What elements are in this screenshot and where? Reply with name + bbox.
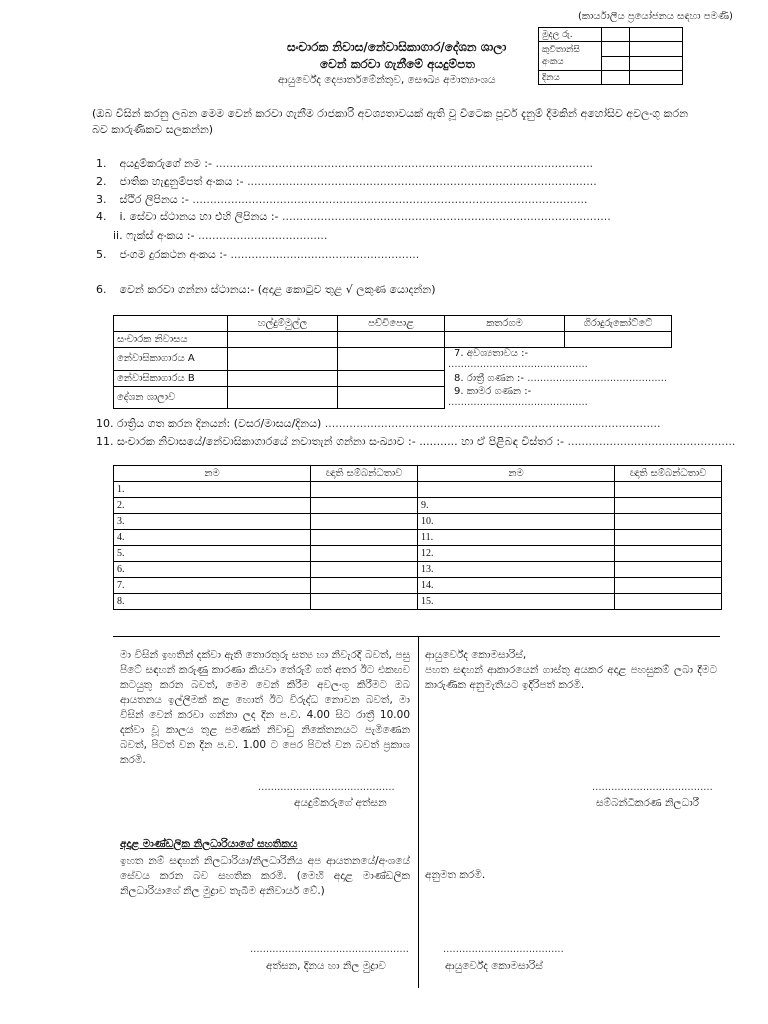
field-label-mid: ........... හා ඒ පිළිබඳ විස්තර :- (419, 435, 564, 448)
dept-head-certificate-title: අදාළ මාණ්ඩලික නිලධාරියාගේ සහතිකය (120, 838, 298, 850)
field-label: i. සේවා ස්ථානය හා එහි ලිපිනය :- (119, 210, 279, 223)
side-field-7[interactable]: 7. අවශ්‍යතාවය :- ............................................ (448, 348, 588, 370)
officer-signature-label: සම්බන්ධීකරණ නිලධාරී (596, 797, 700, 809)
field-fax-number[interactable] (113, 229, 327, 243)
guest-relation-cell[interactable] (311, 562, 418, 578)
guest-name-cell[interactable]: 15. (418, 594, 615, 610)
commissioner-signature-line[interactable]: ...................................... (443, 944, 564, 955)
guest-name-cell[interactable]: 3. (114, 514, 311, 530)
field-label: අයදුම්කරුගේ නම :- (119, 157, 212, 170)
field-workplace-address[interactable] (96, 210, 611, 224)
guest-name-cell[interactable]: 8. (114, 594, 311, 610)
dept-signature-line[interactable]: .................................................. (250, 944, 409, 955)
field-label: රාත්‍රිය ගත කරන දිනයන්: (වසර/මාසය/දිනය) (117, 417, 322, 430)
applicant-signature-line[interactable]: ........................................... (258, 782, 395, 793)
office-receipt-cell-b[interactable] (630, 42, 683, 57)
fill-dots: ..................................... (198, 229, 328, 242)
row-label: සංචාරක නිවාසය (114, 332, 228, 348)
office-use-note: (කාර්යාලීය ප්‍රයෝජනය සඳහා පමණි) (578, 11, 733, 22)
column-divider (418, 636, 419, 988)
side-field-8[interactable]: 8. රාත්‍රී ගණන :- ............................................ (454, 372, 668, 384)
field-permanent-address[interactable] (96, 193, 587, 207)
field-label: ස්ථිර ලිපිනය :- (119, 193, 189, 206)
guest-relation-cell[interactable] (615, 546, 722, 562)
row-label: නේවාසිකාගාරය A (114, 348, 228, 371)
field-label: ජාතික හැඳුනුම්පත් අංකය :- (119, 175, 244, 188)
checkbox-cell[interactable] (228, 386, 338, 408)
office-receipt-label: කුවිතාන්සි අංකය (539, 42, 602, 71)
guest-name-cell[interactable]: 11. (418, 530, 615, 546)
commissioner-request: ආයුර්වේද කොමසාරිස්, පහත සඳහන් ආකාරයෙන් ගාස්තු අයකර අදාළ පහසුකම් ලබා දීමට කාරුණික අනුමැතියට ඉදිරිපත් කරමි. (425, 649, 717, 691)
fill-dots: ................................................................................................ (324, 417, 661, 430)
dept-signature-label: අත්සන, දිනය හා නිල මුද්‍රාව (266, 960, 386, 972)
commissioner-signature-label: ආයුර්වේද කොමසාරිස් (445, 960, 543, 972)
field-label: සංචාරක නිවාසයේ/නේවාසිකාගාරයේ නවාතැන් ගන්නා සංඛ්‍යාව :- (117, 435, 416, 448)
guest-relation-cell[interactable] (311, 546, 418, 562)
guest-relation-cell[interactable] (311, 498, 418, 514)
applicant-signature-label: අයදුම්කරුගේ අත්සන (294, 797, 387, 809)
field-number: 5. (96, 248, 107, 261)
guest-relation-cell[interactable] (311, 578, 418, 594)
office-amount-label: මුදල රු. (539, 28, 602, 42)
checkbox-cell[interactable] (565, 332, 672, 348)
guest-relation-cell[interactable] (311, 530, 418, 546)
checkbox-cell[interactable] (445, 332, 565, 348)
fill-dots: .............................................................................................. (282, 210, 611, 223)
checkbox-cell[interactable] (338, 332, 445, 348)
office-date-cell-a[interactable] (602, 71, 630, 85)
section-divider (113, 636, 720, 637)
office-date-label: දිනය (539, 71, 602, 85)
guest-name-cell[interactable]: 1. (114, 482, 311, 498)
field-number: 4. (96, 210, 107, 223)
guest-relation-cell[interactable] (615, 562, 722, 578)
checkbox-cell[interactable] (228, 348, 338, 371)
approve-text: අනුමත කරමි. (425, 869, 486, 881)
guest-relation-cell[interactable] (311, 482, 418, 498)
field-mobile-number[interactable] (96, 248, 419, 262)
form-department: ආයුර්වේද දෙපාර්තමේන්තුව, සෞඛ්‍ය අමාත්‍යාංශය (278, 74, 496, 86)
col-header: ගිරාදුරුකෝට්ටේ (565, 316, 672, 332)
col-header-name: නම (114, 466, 311, 482)
form-title-line1: සංචාරක නිවාස/නේවාසිකාගාර/දේශන ශාලා (287, 40, 507, 54)
col-header-name: නම (418, 466, 615, 482)
intro-notice: (ඔබ විසින් කරනු ලබන මෙම වෙන් කරවා ගැනීම රාජකාරි අවශ්‍යතාවයක් ඇති වූ විටෙක පූර්ව දැනුම් දීමකින් අහෝසිව අවලංගු කරන බව කාරුණිකව සලකන්න) (92, 107, 689, 136)
field-applicant-name[interactable] (96, 157, 593, 171)
guest-relation-cell[interactable] (311, 594, 418, 610)
guest-details-table (113, 465, 722, 610)
col-header: පච්චිපොළ (338, 316, 445, 332)
guest-name-cell[interactable]: 13. (418, 562, 615, 578)
guest-relation-cell[interactable] (615, 482, 722, 498)
office-receipt-cell-c[interactable] (602, 56, 630, 71)
guest-name-cell[interactable]: 9. (418, 498, 615, 514)
checkbox-cell[interactable] (338, 348, 445, 371)
guest-name-cell[interactable]: 2. (114, 498, 311, 514)
field-reservation-place (96, 283, 436, 297)
guest-relation-cell[interactable] (615, 594, 722, 610)
field-number: 1. (96, 157, 107, 170)
guest-name-cell[interactable]: 7. (114, 578, 311, 594)
fill-dots: ................................................ (567, 435, 736, 448)
checkbox-cell[interactable] (228, 332, 338, 348)
fill-dots: ...................................................... (230, 248, 420, 261)
checkbox-cell[interactable] (338, 370, 445, 386)
form-title-line2: වෙන් කරවා ගැනීමේ අයදුම්පත (320, 57, 475, 71)
office-receipt-cell-a[interactable] (602, 42, 630, 57)
field-nic-number[interactable] (96, 175, 597, 189)
fill-dots: .................................................................................................... (247, 175, 597, 188)
guest-name-cell[interactable] (418, 482, 615, 498)
office-amount-cell-b[interactable] (630, 28, 683, 42)
fill-dots: ................................................................................................................. (192, 193, 588, 206)
guest-name-cell[interactable]: 6. (114, 562, 311, 578)
office-date-cell-b[interactable] (630, 71, 683, 85)
guest-name-cell[interactable]: 12. (418, 546, 615, 562)
row-label: නේවාසිකාගාරය B (114, 370, 228, 386)
guest-relation-cell[interactable] (615, 498, 722, 514)
row-label: දේශන ශාලාව (114, 386, 228, 408)
col-header: කතරගම (445, 316, 565, 332)
table-corner (114, 316, 228, 332)
checkbox-cell[interactable] (228, 370, 338, 386)
field-guest-count[interactable] (96, 435, 735, 449)
col-header-relation: ඥාති සම්බන්ධතාව (311, 466, 418, 482)
office-use-box (538, 27, 683, 85)
side-field-9[interactable]: 9. කාමර ගණන :- ............................................ (448, 386, 588, 408)
field-nights-dates[interactable] (96, 417, 660, 431)
applicant-declaration: මා විසින් ඉහතින් දක්වා ඇති තොරතුරු සත්‍ය හා නිවැරදි බවත්, පසු පිටේ සඳහන් කරුණු කාරණා කියවා තේරුම් ගත් අතර ඊට එකඟව කටයුතු කරන බවත්, මෙම වෙන් කිරීම අවලංගු කිරීමට ඔබ ආයතනය ඉල්ලීමක් කළ හොත් ඊට විරුද්ධ නොවන බවත්, මා විසින් වෙන් කරවා ගන්නා ලද දින ප.ව. 4.00 සිට රාත්‍රී 10.00 දක්වා වූ කාලය තුළ පමණක් නිවාඩු නිකේතනයට පැමිණෙන බවත්, පිටත් වන දින ප.ව. 1.00 ට පෙර පිටත් වන බවත් ප්‍රකාශ කරමි. (120, 649, 410, 766)
field-label: ජංගම දුරකථන අංකය :- (119, 248, 227, 261)
fill-dots: ............................................................................................................ (215, 157, 594, 170)
guest-name-cell[interactable]: 10. (418, 514, 615, 530)
guest-name-cell[interactable]: 5. (114, 546, 311, 562)
guest-relation-cell[interactable] (311, 514, 418, 530)
field-number: 2. (96, 175, 107, 188)
col-header: හල්දුම්මුල්ල (228, 316, 338, 332)
place-selection-table (113, 315, 672, 409)
officer-signature-line[interactable]: ...................................... (592, 782, 713, 793)
col-header-relation: ඥාති සම්බන්ධතාව (615, 466, 722, 482)
guest-relation-cell[interactable] (615, 578, 722, 594)
guest-name-cell[interactable]: 4. (114, 530, 311, 546)
guest-name-cell[interactable]: 14. (418, 578, 615, 594)
dept-head-certificate-text: ඉහත නම් සඳහන් නිලධාරියා/නිලධාරිනිය අප ආයතනයේ/අංශයේ සේවය කරන බව සහතික කරමි. (මෙහි අදාළ මාණ්ඩලික නිලධාරියාගේ නිල මුද්‍රාව තැබීම අනිවාර්ය වේ.) (120, 855, 410, 897)
guest-relation-cell[interactable] (615, 514, 722, 530)
field-number: 3. (96, 193, 107, 206)
checkbox-cell[interactable] (338, 386, 445, 408)
office-receipt-cell-d[interactable] (630, 56, 683, 71)
field-number: 6. (96, 283, 107, 296)
field-label: ii. ෆැක්ස් අංකය :- (113, 229, 195, 242)
guest-relation-cell[interactable] (615, 530, 722, 546)
field-number: 10. (96, 417, 114, 430)
field-label: වෙන් කරවා ගන්නා ස්ථානය:- (අදාළ කොටුව තුළ √ ලකුණ යොදන්න) (119, 283, 436, 296)
field-number: 11. (96, 435, 114, 448)
office-amount-cell-a[interactable] (602, 28, 630, 42)
